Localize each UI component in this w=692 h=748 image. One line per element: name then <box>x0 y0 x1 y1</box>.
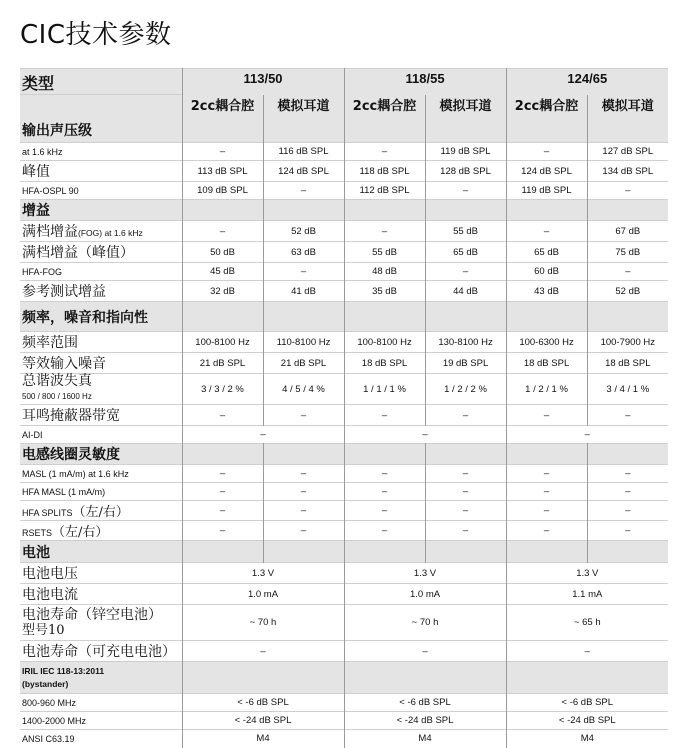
table-cell: – <box>506 221 587 242</box>
table-cell: – <box>344 221 425 242</box>
section-telecoil: 电感线圈灵敏度 <box>20 444 182 465</box>
table-cell: – <box>587 263 668 281</box>
table-cell: – <box>587 483 668 501</box>
table-cell: – <box>182 143 263 161</box>
table-cell: – <box>587 405 668 426</box>
row-label-sub: 500 / 800 / 1600 Hz <box>22 392 92 401</box>
table-cell: 18 dB SPL <box>587 353 668 374</box>
row-label-text: 总谐波失真 <box>22 373 92 389</box>
row-label-text: ANSI C63.19 <box>22 733 75 744</box>
table-row <box>20 483 668 501</box>
table-cell: 1.1 mA <box>506 584 668 605</box>
row-label-text: HFA-FOG <box>22 266 62 277</box>
row-label-text: 峰值 <box>22 164 50 180</box>
table-row <box>20 694 668 712</box>
table-cell: < -6 dB SPL <box>182 694 344 712</box>
table-cell: – <box>344 465 425 483</box>
table-cell: 55 dB <box>425 221 506 242</box>
table-cell: – <box>182 405 263 426</box>
table-cell: – <box>425 521 506 541</box>
table-cell: – <box>506 641 668 662</box>
table-cell: – <box>587 182 668 200</box>
table-row <box>20 161 668 182</box>
row-label <box>20 712 182 730</box>
row-label <box>20 563 182 584</box>
row-label-suffix: （左/右） <box>72 505 129 520</box>
table-cell: – <box>506 483 587 501</box>
table-cell: 35 dB <box>344 281 425 302</box>
table-cell: 50 dB <box>182 242 263 263</box>
table-cell: 113 dB SPL <box>182 161 263 182</box>
table-row <box>20 143 668 161</box>
row-label <box>20 405 182 426</box>
table-cell <box>506 662 668 694</box>
table-row <box>20 281 668 302</box>
table-cell: – <box>263 465 344 483</box>
coupler-header: 2cc耦合腔 <box>344 95 425 119</box>
table-cell: 119 dB SPL <box>506 182 587 200</box>
row-label <box>20 281 182 302</box>
table-cell: < -6 dB SPL <box>506 694 668 712</box>
row-label-text: 耳鸣掩蔽器带宽 <box>22 408 120 424</box>
table-cell: 116 dB SPL <box>263 143 344 161</box>
table-cell: – <box>182 521 263 541</box>
table-row <box>20 332 668 353</box>
table-cell: ~ 70 h <box>182 605 344 641</box>
table-cell: – <box>263 263 344 281</box>
row-label <box>20 263 182 281</box>
table-cell: – <box>263 521 344 541</box>
table-cell: 124 dB SPL <box>263 161 344 182</box>
row-label <box>20 501 182 521</box>
table-cell: 130-8100 Hz <box>425 332 506 353</box>
row-label-text: IRIL IEC 118-13:2011 <box>22 665 105 676</box>
row-label <box>20 143 182 161</box>
table-cell: – <box>182 426 344 444</box>
table-cell: – <box>506 501 587 521</box>
table-cell: 4 / 5 / 4 % <box>263 374 344 405</box>
section-output: 输出声压级 <box>20 119 182 143</box>
table-cell: 100-7900 Hz <box>587 332 668 353</box>
table-cell: 134 dB SPL <box>587 161 668 182</box>
row-label-text: MASL (1 mA/m) at 1.6 kHz <box>22 468 129 479</box>
table-row <box>20 263 668 281</box>
row-label-text: 电池电流 <box>22 587 78 603</box>
table-cell: – <box>587 521 668 541</box>
row-label-text: HFA SPLITS <box>22 508 73 518</box>
row-label <box>20 483 182 501</box>
table-row <box>20 242 668 263</box>
table-cell: 19 dB SPL <box>425 353 506 374</box>
table-cell: – <box>344 501 425 521</box>
table-cell: 18 dB SPL <box>344 353 425 374</box>
row-label <box>20 641 182 662</box>
table-cell: 21 dB SPL <box>263 353 344 374</box>
simulator-header: 模拟耳道 <box>425 95 506 119</box>
table-cell: 100-8100 Hz <box>344 332 425 353</box>
coupler-header: 2cc耦合腔 <box>506 95 587 119</box>
table-cell: 128 dB SPL <box>425 161 506 182</box>
row-label <box>20 584 182 605</box>
table-cell: ~ 65 h <box>506 605 668 641</box>
table-cell: 124 dB SPL <box>506 161 587 182</box>
table-row <box>20 501 668 521</box>
row-label-text: 满档增益 <box>22 224 78 240</box>
table-cell: 44 dB <box>425 281 506 302</box>
table-cell: – <box>344 143 425 161</box>
row-label-text: 1400-2000 MHz <box>22 715 87 726</box>
table-cell: 100-8100 Hz <box>182 332 263 353</box>
row-label-text: 参考测试增益 <box>22 284 106 300</box>
row-label-text: 800-960 MHz <box>22 697 77 708</box>
table-cell: < -24 dB SPL <box>344 712 506 730</box>
table-cell: – <box>182 465 263 483</box>
row-label <box>20 730 182 748</box>
table-row <box>20 521 668 541</box>
table-cell <box>344 662 506 694</box>
header-spacer <box>20 95 182 119</box>
table-cell: < -24 dB SPL <box>506 712 668 730</box>
row-label <box>20 374 182 405</box>
table-row <box>20 182 668 200</box>
table-cell: 100-6300 Hz <box>506 332 587 353</box>
row-label <box>20 662 182 694</box>
table-cell: – <box>344 483 425 501</box>
row-label-suffix: （左/右） <box>52 525 109 540</box>
table-cell: – <box>506 521 587 541</box>
table-cell: 67 dB <box>587 221 668 242</box>
row-label-suffix: (FOG) at 1.6 kHz <box>78 228 143 238</box>
row-label-text: RSETS <box>22 528 53 538</box>
row-label <box>20 242 182 263</box>
table-cell: 63 dB <box>263 242 344 263</box>
row-label-text: HFA MASL (1 mA/m) <box>22 486 106 497</box>
simulator-header: 模拟耳道 <box>587 95 668 119</box>
table-cell: – <box>182 221 263 242</box>
row-label <box>20 353 182 374</box>
table-row <box>20 426 668 444</box>
row-label-text: HFA-OSPL 90 <box>22 185 79 196</box>
table-cell: – <box>506 465 587 483</box>
table-cell: 112 dB SPL <box>344 182 425 200</box>
table-cell: – <box>182 501 263 521</box>
table-cell: 65 dB <box>425 242 506 263</box>
page-title: CIC技术参数 <box>20 20 172 50</box>
table-row <box>20 465 668 483</box>
table-cell: 109 dB SPL <box>182 182 263 200</box>
row-label <box>20 426 182 444</box>
table-cell: – <box>263 182 344 200</box>
table-cell: 60 dB <box>506 263 587 281</box>
table-row <box>20 605 668 641</box>
row-label-text: 电池寿命（可充电电池） <box>22 644 176 660</box>
row-label-text: AI-DI <box>22 429 43 440</box>
table-cell: – <box>506 143 587 161</box>
table-cell: – <box>506 405 587 426</box>
table-cell: – <box>425 501 506 521</box>
table-cell: M4 <box>182 730 344 748</box>
table-cell: – <box>344 405 425 426</box>
table-row <box>20 584 668 605</box>
table-cell: 1.3 V <box>182 563 344 584</box>
table-cell: – <box>263 483 344 501</box>
table-cell: 52 dB <box>587 281 668 302</box>
table-cell: – <box>425 182 506 200</box>
table-cell: 118 dB SPL <box>344 161 425 182</box>
table-cell: 110-8100 Hz <box>263 332 344 353</box>
model-header-118: 118/55 <box>344 69 506 95</box>
table-cell: 21 dB SPL <box>182 353 263 374</box>
table-row <box>20 221 668 242</box>
table-cell: < -6 dB SPL <box>344 694 506 712</box>
table-cell: 1 / 2 / 1 % <box>506 374 587 405</box>
model-header-124: 124/65 <box>506 69 668 95</box>
table-cell <box>182 662 344 694</box>
table-cell: – <box>425 465 506 483</box>
table-cell: – <box>425 263 506 281</box>
table-cell: 3 / 4 / 1 % <box>587 374 668 405</box>
row-label-text: 满档增益（峰值） <box>22 245 134 261</box>
table-cell: – <box>587 501 668 521</box>
table-cell: 1 / 2 / 2 % <box>425 374 506 405</box>
table-cell: 41 dB <box>263 281 344 302</box>
row-label <box>20 182 182 200</box>
table-cell: 75 dB <box>587 242 668 263</box>
table-cell: – <box>263 405 344 426</box>
table-cell: 1 / 1 / 1 % <box>344 374 425 405</box>
row-label-sub: (bystander) <box>22 678 69 689</box>
table-row <box>20 563 668 584</box>
row-label <box>20 605 182 641</box>
table-row <box>20 374 668 405</box>
table-cell: – <box>182 483 263 501</box>
table-cell: – <box>506 426 668 444</box>
table-row <box>20 405 668 426</box>
table-row <box>20 641 668 662</box>
table-cell: 45 dB <box>182 263 263 281</box>
table-cell: ~ 70 h <box>344 605 506 641</box>
table-cell: – <box>263 501 344 521</box>
row-label <box>20 221 182 242</box>
row-label-text: 频率范围 <box>22 335 78 351</box>
table-cell: 1.0 mA <box>344 584 506 605</box>
table-cell: 1.0 mA <box>182 584 344 605</box>
section-battery: 电池 <box>20 541 182 563</box>
table-cell: – <box>425 483 506 501</box>
table-cell: 48 dB <box>344 263 425 281</box>
coupler-header: 2cc耦合腔 <box>182 95 263 119</box>
table-cell: 52 dB <box>263 221 344 242</box>
row-label-text: 电池寿命（锌空电池） <box>22 606 162 623</box>
table-row <box>20 730 668 748</box>
table-cell: 127 dB SPL <box>587 143 668 161</box>
row-label <box>20 694 182 712</box>
table-cell: – <box>587 465 668 483</box>
row-label <box>20 465 182 483</box>
row-label-sub: 型号10 <box>22 622 65 638</box>
section-freq: 频率，噪音和指向性 <box>20 302 182 332</box>
row-label <box>20 332 182 353</box>
table-cell: 55 dB <box>344 242 425 263</box>
table-cell: 3 / 3 / 2 % <box>182 374 263 405</box>
row-label-text: 等效输入噪音 <box>22 356 106 372</box>
table-cell: – <box>344 641 506 662</box>
spec-table <box>20 68 668 748</box>
table-cell: 18 dB SPL <box>506 353 587 374</box>
table-cell: M4 <box>344 730 506 748</box>
table-cell: 32 dB <box>182 281 263 302</box>
table-cell: – <box>182 641 344 662</box>
table-cell: 119 dB SPL <box>425 143 506 161</box>
table-cell: M4 <box>506 730 668 748</box>
row-label-text: at 1.6 kHz <box>22 146 63 157</box>
table-cell: 1.3 V <box>506 563 668 584</box>
table-cell: – <box>425 405 506 426</box>
table-cell: – <box>344 426 506 444</box>
table-row <box>20 353 668 374</box>
table-row <box>20 662 668 694</box>
row-label-text: 电池电压 <box>22 566 78 582</box>
table-cell: 43 dB <box>506 281 587 302</box>
table-cell: < -24 dB SPL <box>182 712 344 730</box>
table-cell: – <box>344 521 425 541</box>
table-cell: 65 dB <box>506 242 587 263</box>
model-header-113: 113/50 <box>182 69 344 95</box>
table-cell: 1.3 V <box>344 563 506 584</box>
simulator-header: 模拟耳道 <box>263 95 344 119</box>
table-row <box>20 712 668 730</box>
row-label <box>20 521 182 541</box>
section-gain: 增益 <box>20 200 182 221</box>
type-header: 类型 <box>20 69 182 95</box>
row-label <box>20 161 182 182</box>
